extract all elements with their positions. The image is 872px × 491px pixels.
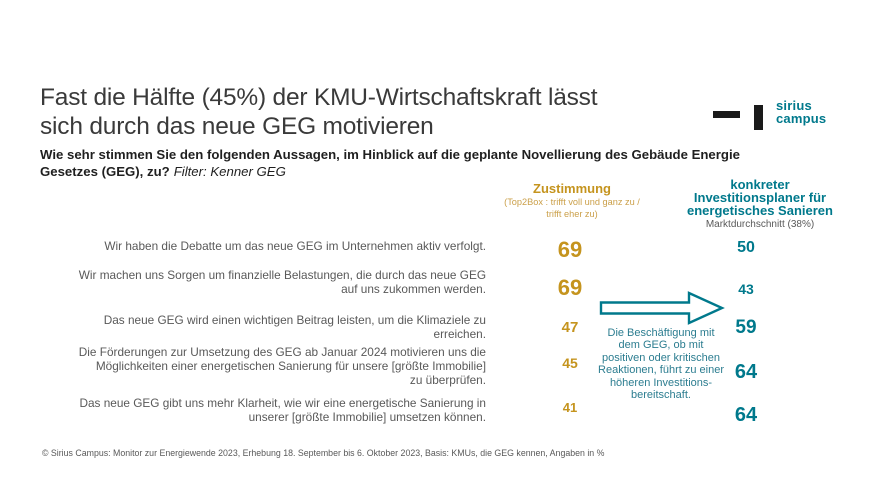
logo-wordmark-line1: sirius bbox=[776, 98, 812, 113]
zustimmung-value-1: 69 bbox=[557, 237, 583, 262]
logo-wordmark-line2: campus bbox=[776, 111, 827, 126]
annotation-line: positiven oder kritischen bbox=[601, 351, 720, 364]
zustimmung-subtitle-line2: trifft eher zu) bbox=[546, 208, 598, 219]
zustimmung-value-5: 41 bbox=[562, 400, 578, 415]
annotation-line: Reaktionen, führt zu einer bbox=[598, 364, 724, 377]
investitionsplaner-title-line1: konkreter bbox=[730, 177, 790, 192]
annotation-line: bereitschaft. bbox=[631, 389, 691, 402]
column-header-zustimmung bbox=[492, 182, 652, 219]
annotation-text bbox=[598, 327, 724, 401]
question-line2-bold: Gesetzes (GEG), zu? bbox=[40, 163, 170, 179]
investitionsplaner-value-4: 64 bbox=[734, 361, 758, 383]
investitionsplaner-value-2: 43 bbox=[738, 281, 754, 297]
question-line1: Wie sehr stimmen Sie den folgenden Aussagen, im Hinblick auf die geplante Novellierung des Gebäude Energie bbox=[40, 147, 740, 162]
question-text bbox=[40, 147, 740, 180]
annotation-line: höheren Investitions- bbox=[609, 376, 713, 389]
page-title bbox=[40, 84, 597, 141]
logo-dash-icon bbox=[713, 111, 740, 118]
statement-row-5: Das neue GEG gibt uns mehr Klarheit, wie wir eine energetische Sanierung in unserer [größte Immobilie] umsetzen können. bbox=[79, 396, 486, 424]
source-note: © Sirius Campus: Monitor zur Energiewende 2023, Erhebung 18. September bis 6. Oktober 2023, Basis: KMUs, die GEG kennen, Angaben in % bbox=[42, 448, 605, 458]
statement-row-4: Die Förderungen zur Umsetzung des GEG ab Januar 2024 motivieren uns die Möglichkeiten einer energetischen Sanierung für unsere [größte Immobilie] zu überprüfen. bbox=[78, 345, 486, 387]
zustimmung-value-2: 69 bbox=[557, 275, 583, 300]
logo-wordmark bbox=[776, 99, 826, 125]
investitionsplaner-value-3: 59 bbox=[735, 317, 757, 338]
investitionsplaner-title-line3: energetisches Sanieren bbox=[687, 202, 833, 218]
page-title-line2: sich durch das neue GEG motivieren bbox=[40, 112, 434, 140]
filter-label: Filter: Kenner GEG bbox=[173, 163, 286, 179]
zustimmung-value-4: 45 bbox=[562, 355, 578, 371]
investitionsplaner-title-line2: Investitionsplaner für bbox=[693, 189, 827, 205]
zustimmung-subtitle-line1: (Top2Box : trifft voll und ganz zu / bbox=[504, 197, 640, 207]
investitionsplaner-value-1: 50 bbox=[737, 239, 755, 256]
arrow-right-icon bbox=[599, 291, 725, 325]
annotation-line: dem GEG, ob mit bbox=[618, 339, 704, 352]
column-header-investitionsplaner bbox=[660, 179, 860, 230]
statement-row-3: Das neue GEG wird einen wichtigen Beitrag leisten, um die Klimaziele zu erreichen. bbox=[103, 313, 486, 341]
statement-row-1: Wir haben die Debatte um das neue GEG im Unternehmen aktiv verfolgt. bbox=[104, 239, 486, 253]
investitionsplaner-value-5: 64 bbox=[734, 404, 758, 426]
logo-bar-icon bbox=[754, 105, 763, 130]
zustimmung-value-3: 47 bbox=[561, 319, 579, 336]
statement-row-2: Wir machen uns Sorgen um finanzielle Belastungen, die durch das neue GEG auf uns zukommen werden. bbox=[78, 268, 486, 296]
page-title-line1: Fast die Hälfte (45%) der KMU-Wirtschaftskraft lässt bbox=[40, 84, 598, 111]
annotation-line: Die Beschäftigung mit bbox=[607, 327, 715, 339]
question-line2 bbox=[40, 164, 740, 181]
investitionsplaner-subtitle: Marktdurchschnitt (38%) bbox=[705, 219, 815, 231]
zustimmung-title: Zustimmung bbox=[533, 181, 611, 196]
